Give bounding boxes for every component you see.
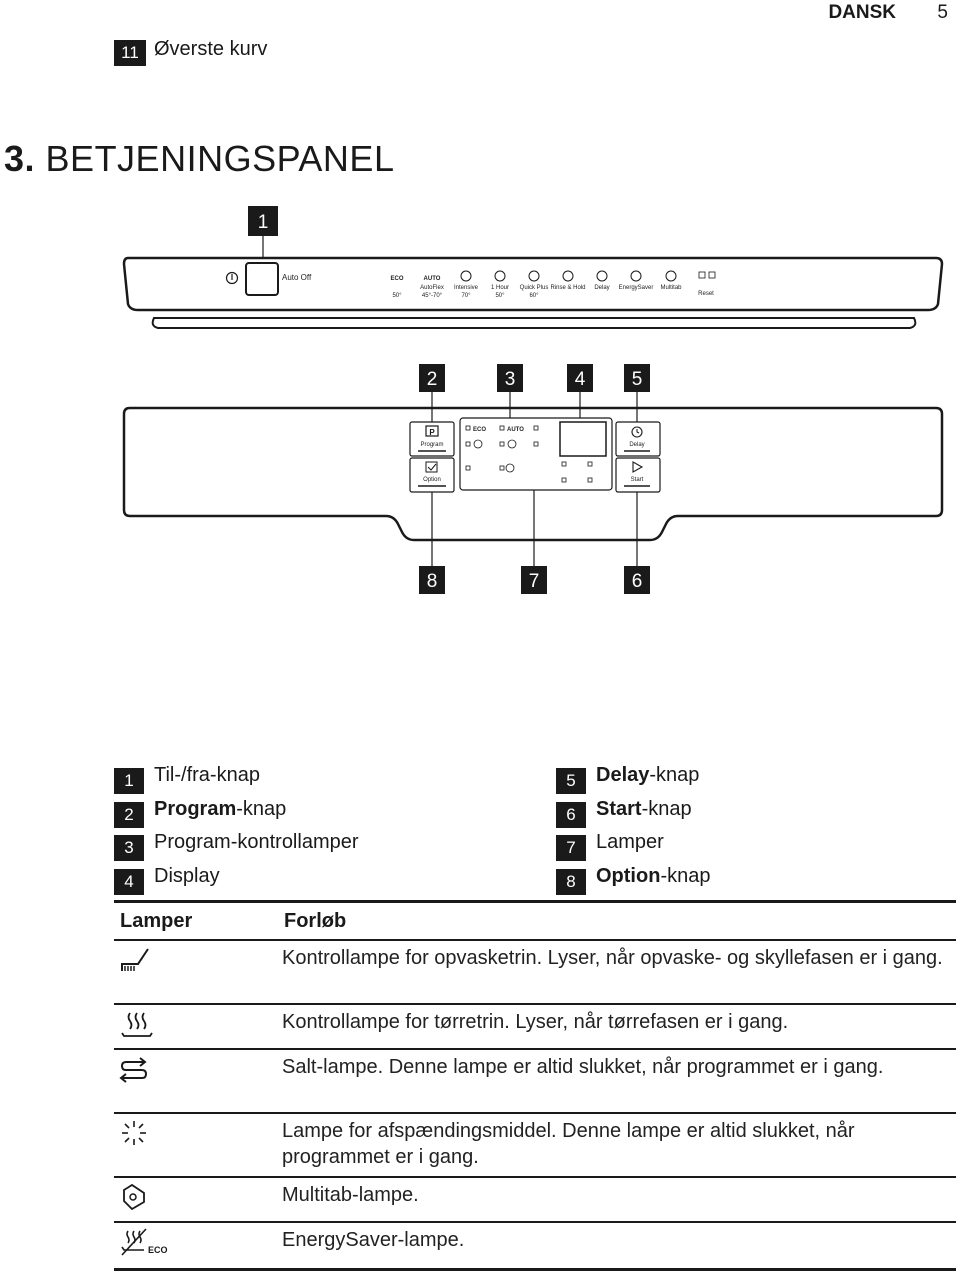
legend-item-label bbox=[596, 764, 699, 787]
lamp-icon-cell bbox=[114, 940, 278, 1004]
section-number: 3. bbox=[4, 138, 36, 179]
legend-number-badge: 6 bbox=[556, 802, 586, 828]
lamp-icon-cell bbox=[114, 1222, 278, 1270]
lamp-description: Salt-lampe. Denne lampe er altid slukket, når programmet er i gang. bbox=[278, 1049, 956, 1113]
legend-item-text: Lamper bbox=[596, 831, 664, 853]
program-label: Reset bbox=[698, 291, 714, 297]
legend-number-badge: 8 bbox=[556, 869, 586, 895]
program-label: Delay bbox=[594, 285, 610, 291]
lamp-icon-cell bbox=[114, 1113, 278, 1177]
callout-badge-label: 3 bbox=[504, 369, 516, 390]
legend-item-text: -knap bbox=[641, 798, 692, 820]
program-label: EnergySaver bbox=[618, 285, 654, 291]
legend-number-badge: 4 bbox=[114, 869, 144, 895]
callout-badge-label: 5 bbox=[631, 369, 643, 390]
legend-item-bold: Start bbox=[596, 798, 642, 820]
legend-item-label bbox=[596, 865, 710, 888]
svg-text:Start: Start bbox=[630, 477, 644, 483]
language-label: DANSK bbox=[828, 2, 896, 23]
energysaver-icon bbox=[118, 1227, 174, 1259]
legend-number-badge: 1 bbox=[114, 768, 144, 794]
lamp-description: Kontrollampe for opvasketrin. Lyser, når opvaske- og skyllefasen er i gang. bbox=[278, 940, 956, 1004]
lamp-icon-cell bbox=[114, 1049, 278, 1113]
legend-number-badge: 7 bbox=[556, 835, 586, 861]
item-number-badge: 11 bbox=[114, 40, 146, 66]
svg-text:P: P bbox=[429, 428, 435, 437]
legend-item-label bbox=[596, 831, 664, 854]
legend-number-badge: 3 bbox=[114, 835, 144, 861]
item-label: Øverste kurv bbox=[154, 38, 268, 60]
program-label: Rinse & Hold bbox=[550, 285, 586, 291]
callout-badge-label: 8 bbox=[426, 571, 438, 592]
legend-item-bold: Program bbox=[154, 798, 237, 820]
lamp-label: ECO bbox=[473, 427, 487, 433]
salt-icon bbox=[118, 1054, 154, 1084]
lamp-description: Multitab-lampe. bbox=[278, 1177, 956, 1222]
column-header-lamps: Lamper bbox=[114, 902, 278, 941]
program-label: 60° bbox=[529, 293, 539, 299]
callout-badge-label: 6 bbox=[631, 571, 643, 592]
lamp-description: EnergySaver-lampe. bbox=[278, 1222, 956, 1270]
legend-item-text: Til-/fra-knap bbox=[154, 764, 260, 786]
svg-text:Delay: Delay bbox=[629, 442, 645, 448]
legend-number-badge: 2 bbox=[114, 802, 144, 828]
control-panel-top-diagram bbox=[110, 200, 950, 350]
section-title bbox=[4, 138, 394, 180]
legend-item-label bbox=[596, 798, 692, 821]
program-label: Intensive bbox=[453, 285, 479, 291]
program-label: Multitab bbox=[660, 285, 682, 291]
legend-item-label bbox=[154, 798, 286, 821]
lamp-label: AUTO bbox=[507, 427, 524, 433]
page-number: 5 bbox=[937, 2, 948, 23]
program-label: 50° bbox=[495, 293, 505, 299]
legend-item-label bbox=[154, 831, 359, 854]
lamp-description: Kontrollampe for tørretrin. Lyser, når tørrefasen er i gang. bbox=[278, 1004, 956, 1049]
lamps-table bbox=[114, 900, 956, 1271]
rinse-aid-icon bbox=[118, 1118, 154, 1148]
program-label: AUTO bbox=[423, 276, 441, 282]
legend-item-text: Program-kontrollamper bbox=[154, 831, 359, 853]
drying-phase-icon bbox=[118, 1009, 158, 1039]
program-label: 45°-70° bbox=[421, 293, 443, 299]
callout-badge-label: 7 bbox=[528, 571, 540, 592]
program-label: ECO bbox=[390, 276, 404, 282]
lamp-description: Lampe for afspændingsmiddel. Denne lampe er altid slukket, når programmet er i gang. bbox=[278, 1113, 956, 1177]
legend-item-text: -knap bbox=[649, 764, 700, 786]
legend-item-label bbox=[154, 764, 260, 787]
lamp-icon-cell bbox=[114, 1004, 278, 1049]
section-title-text: BETJENINGSPANEL bbox=[45, 138, 395, 179]
svg-text:Auto Off: Auto Off bbox=[282, 273, 312, 282]
svg-text:Program: Program bbox=[420, 442, 444, 448]
legend-item-text: -knap bbox=[236, 798, 287, 820]
program-indicator bbox=[420, 276, 444, 299]
svg-text:ECO: ECO bbox=[148, 1245, 168, 1255]
lamp-icon-cell bbox=[114, 1177, 278, 1222]
legend-item-text: Display bbox=[154, 865, 220, 887]
program-label: 1 Hour bbox=[490, 285, 510, 291]
program-label: Quick Plus bbox=[519, 285, 549, 291]
legend-number-badge: 5 bbox=[556, 768, 586, 794]
wash-phase-icon bbox=[118, 945, 154, 975]
multitab-icon bbox=[118, 1182, 154, 1212]
program-label: AutoFlex bbox=[420, 285, 444, 291]
legend-item-label bbox=[154, 865, 220, 888]
control-panel-bottom-diagram bbox=[110, 360, 950, 600]
legend-item-bold: Option bbox=[596, 865, 661, 887]
callout-label: 1 bbox=[257, 212, 269, 233]
column-header-sequence: Forløb bbox=[278, 902, 956, 941]
legend-item-bold: Delay bbox=[596, 764, 650, 786]
callout-badge-label: 4 bbox=[574, 369, 586, 390]
program-label: 70° bbox=[461, 293, 471, 299]
program-label: 50° bbox=[392, 293, 402, 299]
callout-badge-label: 2 bbox=[426, 369, 438, 390]
legend-item-text: -knap bbox=[660, 865, 711, 887]
svg-text:Option: Option bbox=[423, 477, 441, 483]
